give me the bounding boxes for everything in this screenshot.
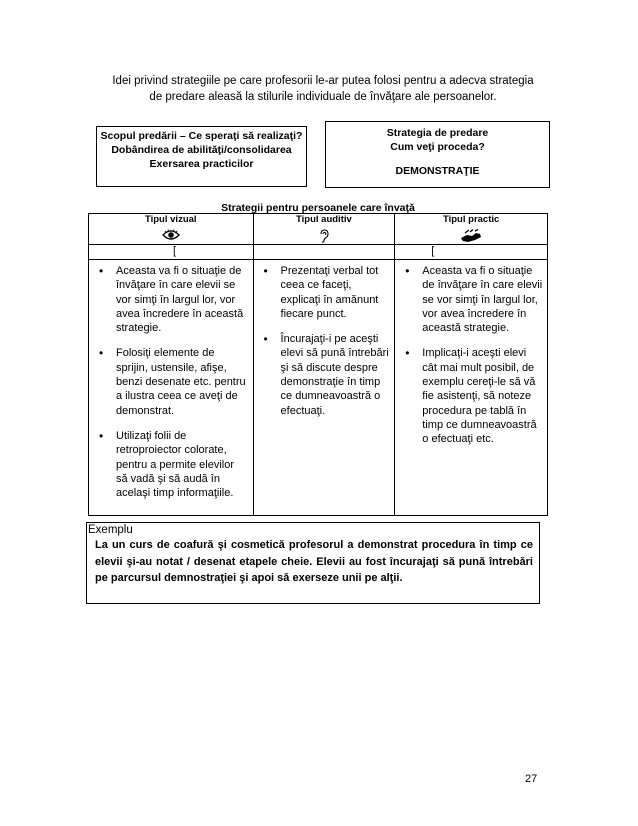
- teaching-goal-box: [96, 126, 307, 187]
- goal-line-1: Scopul predării – Ce speraţi să realizaţi?: [100, 130, 303, 142]
- header-practical-label: Tipul practic: [442, 214, 500, 225]
- intro-line-1: Idei privind strategiile pe care profesorii le-ar putea folosi pentru a adecva strategia: [112, 75, 534, 87]
- list-item: • Implicaţi-i aceşti elevi cât mai mult posibil, de exemplu cereţi-le să vă fie asistenţi, să noteze procedura pe tablă în timp ce dumneavoastră o efectuaţi etc.: [395, 346, 543, 446]
- intro-text: [88, 73, 558, 105]
- strategy-demonstration: DEMONSTRAŢIE: [395, 165, 480, 177]
- hands-icon: [460, 229, 482, 243]
- bracket-mark: [: [173, 245, 177, 257]
- list-item: • Utilizaţi folii de retroproiector colorate, pentru a permite elevilor să vadă şi să audă în acelaşi timp informaţiile.: [89, 429, 249, 500]
- auditory-strategies-cell: [253, 260, 395, 516]
- learner-strategies-table: [88, 213, 548, 516]
- goal-line-2: Dobândirea de abilităţi/consolidarea: [111, 144, 292, 156]
- table-title: Strategii pentru persoanele care învaţă: [221, 202, 415, 214]
- list-item: • Aceasta va fi o situaţie de învăţare în care elevii se vor simţi în largul lor, vor avea încredere în această strategie.: [89, 264, 249, 335]
- goal-line-3: Exersarea practicilor: [149, 158, 254, 170]
- visual-strategies-cell: [89, 260, 254, 516]
- intro-line-2: de predare aleasă la stilurile individuale de învăţare ale persoanelor.: [149, 91, 497, 103]
- list-item: • Aceasta va fi o situaţie de învăţare în care elevii se vor simţi în largul lor, vor avea încredere în această strategie.: [395, 264, 543, 335]
- bracket-cell-practical: [395, 245, 548, 260]
- header-practical: [395, 214, 548, 245]
- example-text: La un curs de coafură şi cosmetică profesorul a demonstrat procedura în timp ce elevii şi-au notat / desenat etapele cheie. Elevii au fost încurajaţi să pună întrebări pe parcursul demnostraţiei şi apoi să exerseze unii pe alţii.: [95, 539, 533, 584]
- bracket-cell-visual: [89, 245, 254, 260]
- practical-strategies-cell: [395, 260, 548, 516]
- header-auditory-label: Tipul auditiv: [296, 214, 352, 225]
- header-visual-label: Tipul vizual: [144, 214, 197, 225]
- strategy-line-1: Strategia de predare: [386, 127, 489, 139]
- header-visual: [89, 214, 254, 245]
- bracket-cell-auditory: [253, 245, 395, 260]
- teaching-strategy-box: [325, 121, 550, 188]
- list-item: • Folosiţi elemente de sprijin, ustensile, afişe, benzi desenate etc. pentru a ilustra ceea ce aveţi de demonstrat.: [89, 346, 249, 417]
- ear-icon: [319, 229, 329, 243]
- page-number: 27: [525, 773, 538, 785]
- practical-strategies-list: [395, 264, 543, 447]
- header-auditory: [253, 214, 395, 245]
- visual-strategies-list: [89, 264, 249, 500]
- strategy-line-2: Cum veţi proceda?: [390, 141, 485, 153]
- list-item: • Prezentaţi verbal tot ceea ce faceţi, explicaţi în amănunt fiecare punct.: [254, 264, 391, 321]
- eye-icon: [162, 229, 180, 241]
- auditory-strategies-list: [254, 264, 391, 418]
- bracket-mark: [: [431, 245, 435, 257]
- list-item: • Încurajaţi-i pe aceşti elevi să pună întrebări şi să discute despre demonstraţie în timp ce dumneavoastră o efectuaţi.: [254, 332, 391, 418]
- example-box: [86, 522, 540, 604]
- example-label: Exemplu: [88, 524, 133, 536]
